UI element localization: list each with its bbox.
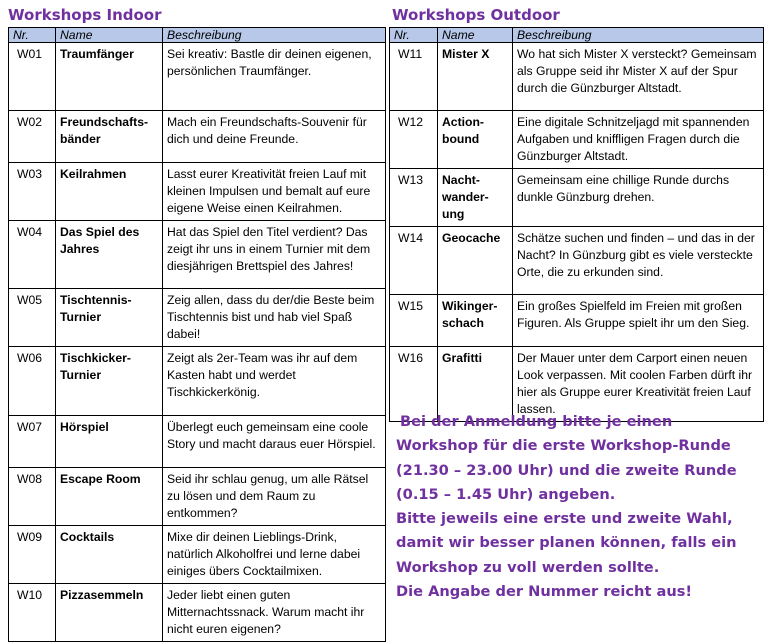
workshop-description: Der Mauer unter dem Carport einen neuen Look verpassen. Mit coolen Farben dürft ihr hier als Gruppe eurer Kreativität freien Lauf lassen. — [513, 347, 764, 422]
workshop-description: Seid ihr schlau genug, um alle Rätsel zu lösen und dem Raum zu entkommen? — [163, 468, 386, 526]
workshop-name: Tischkicker-Turnier — [56, 347, 163, 416]
table-row — [9, 584, 386, 642]
header-nr: Nr. — [9, 28, 56, 43]
workshop-number: W06 — [9, 347, 56, 416]
workshop-description: Wo hat sich Mister X versteckt? Gemeinsam als Gruppe seid ihr Mister X auf der Spur durch die Günzburger Altstadt. — [513, 43, 764, 111]
note-line: Bei der Anmeldung bitte je einen — [400, 413, 673, 430]
workshop-description: Lasst eurer Kreativität freien Lauf mit kleinen Impulsen und bemalt auf eure eigene Weise einen Keilrahmen. — [163, 163, 386, 221]
workshop-number: W14 — [390, 227, 438, 295]
indoor-workshops-table — [8, 27, 386, 642]
workshop-name: Escape Room — [56, 468, 163, 526]
table-row — [9, 111, 386, 163]
workshop-name: Keilrahmen — [56, 163, 163, 221]
registration-note — [396, 410, 762, 604]
workshop-name: Nacht-wander-ung — [438, 169, 513, 227]
workshop-name: Mister X — [438, 43, 513, 111]
table-row — [9, 221, 386, 289]
workshop-number: W03 — [9, 163, 56, 221]
workshop-description: Zeig allen, dass du der/die Beste beim Tischtennis bist und hab viel Spaß dabei! — [163, 289, 386, 347]
workshop-description: Zeigt als 2er-Team was ihr auf dem Kasten habt und werdet Tischkickerkönig. — [163, 347, 386, 416]
workshop-number: W01 — [9, 43, 56, 111]
note-line: Workshop zu voll werden sollte. — [396, 558, 660, 576]
table-row — [390, 227, 764, 295]
workshop-description: Gemeinsam eine chillige Runde durchs dunkle Günzburg drehen. — [513, 169, 764, 227]
workshop-number: W12 — [390, 111, 438, 169]
workshop-number: W15 — [390, 295, 438, 347]
workshop-name: Wikinger-schach — [438, 295, 513, 347]
header-name: Name — [56, 28, 163, 43]
workshop-number: W02 — [9, 111, 56, 163]
workshop-number: W16 — [390, 347, 438, 422]
workshop-number: W08 — [9, 468, 56, 526]
header-name: Name — [438, 28, 513, 43]
table-row — [9, 468, 386, 526]
table-row — [9, 163, 386, 221]
workshop-name: Pizzasemmeln — [56, 584, 163, 642]
workshop-name: Tischtennis-Turnier — [56, 289, 163, 347]
table-row — [9, 347, 386, 416]
workshop-name: Grafitti — [438, 347, 513, 422]
workshop-description: Ein großes Spielfeld im Freien mit großen Figuren. Als Gruppe spielt ihr um den Sieg. — [513, 295, 764, 347]
note-line: (21.30 – 23.00 Uhr) und die zweite Runde — [396, 461, 737, 479]
indoor-title: Workshops Indoor — [8, 6, 162, 24]
table-row — [390, 111, 764, 169]
note-line: Die Angabe der Nummer reicht aus! — [396, 583, 693, 601]
workshop-name: Freundschafts-bänder — [56, 111, 163, 163]
workshop-number: W05 — [9, 289, 56, 347]
workshop-number: W04 — [9, 221, 56, 289]
header-description: Beschreibung — [513, 28, 764, 43]
note-line: damit wir besser planen können, falls ein — [396, 534, 737, 552]
workshop-name: Geocache — [438, 227, 513, 295]
table-row — [390, 43, 764, 111]
workshop-number: W09 — [9, 526, 56, 584]
table-header-row — [9, 28, 386, 43]
table-row — [9, 289, 386, 347]
workshop-description: Sei kreativ: Bastle dir deinen eigenen, persönlichen Traumfänger. — [163, 43, 386, 111]
header-description: Beschreibung — [163, 28, 386, 43]
workshop-name: Action-bound — [438, 111, 513, 169]
table-row — [9, 43, 386, 111]
workshop-description: Überlegt euch gemeinsam eine coole Story und macht daraus euer Hörspiel. — [163, 416, 386, 468]
workshop-description: Schätze suchen und finden – und das in der Nacht? In Günzburg gibt es viele versteckte Orte, die zu erkunden sind. — [513, 227, 764, 295]
workshop-description: Eine digitale Schnitzeljagd mit spannenden Aufgaben und kniffligen Fragen durch die Günzburger Altstadt. — [513, 111, 764, 169]
outdoor-workshops-table — [389, 27, 764, 422]
workshop-name: Traumfänger — [56, 43, 163, 111]
table-header-row — [390, 28, 764, 43]
workshop-number: W07 — [9, 416, 56, 468]
table-row — [9, 526, 386, 584]
table-row — [390, 295, 764, 347]
workshop-number: W11 — [390, 43, 438, 111]
workshop-number: W10 — [9, 584, 56, 642]
workshop-description: Jeder liebt einen guten Mitternachtssnack. Warum macht ihr nicht euren eigenen? — [163, 584, 386, 642]
workshop-number: W13 — [390, 169, 438, 227]
workshop-description: Mixe dir deinen Lieblings-Drink, natürlich Alkoholfrei und lerne dabei einiges übers Cocktailmixen. — [163, 526, 386, 584]
note-line: Bitte jeweils eine erste und zweite Wahl, — [396, 510, 733, 528]
outdoor-title: Workshops Outdoor — [392, 6, 560, 24]
header-nr: Nr. — [390, 28, 438, 43]
workshop-description: Mach ein Freundschafts-Souvenir für dich und deine Freunde. — [163, 111, 386, 163]
workshop-name: Hörspiel — [56, 416, 163, 468]
workshop-name: Cocktails — [56, 526, 163, 584]
workshop-name: Das Spiel des Jahres — [56, 221, 163, 289]
note-line: Workshop für die erste Workshop-Runde — [396, 437, 731, 455]
workshop-description: Hat das Spiel den Titel verdient? Das zeigt ihr uns in einem Turnier mit dem diesjährigen Brettspiel des Jahres! — [163, 221, 386, 289]
table-row — [390, 169, 764, 227]
table-row — [9, 416, 386, 468]
note-line: (0.15 – 1.45 Uhr) angeben. — [396, 485, 616, 503]
